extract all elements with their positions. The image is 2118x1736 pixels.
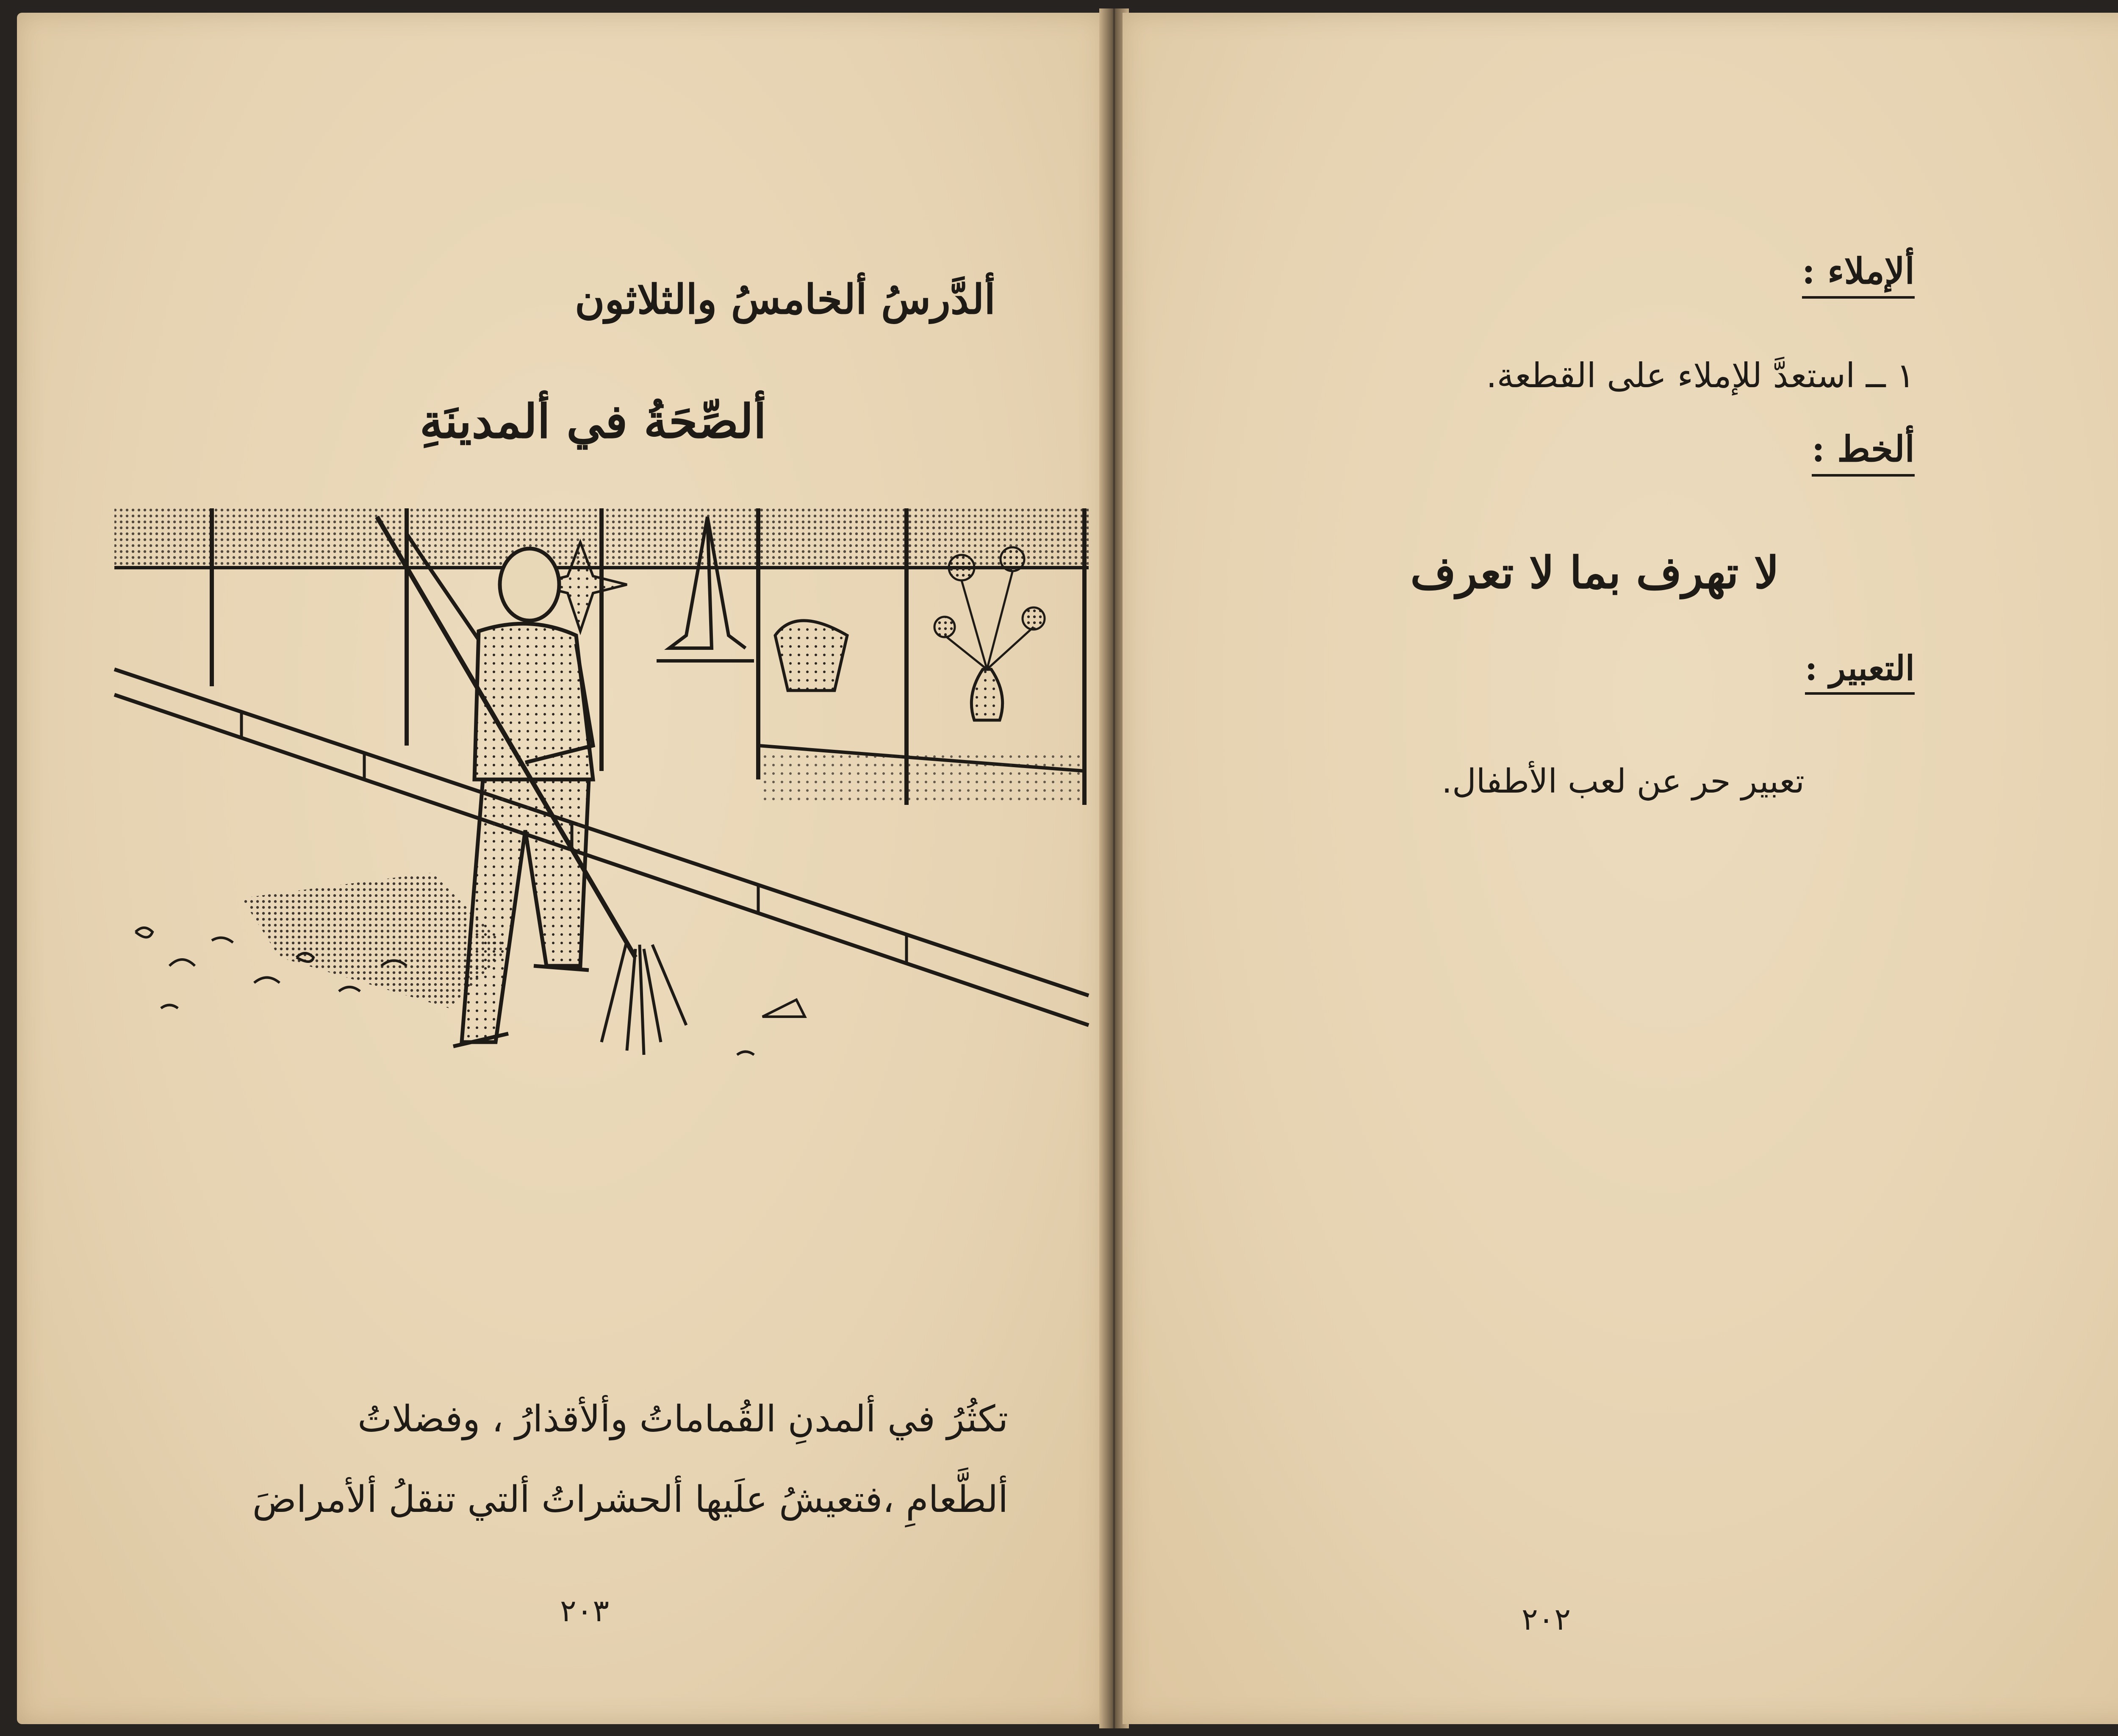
handwriting-heading xyxy=(1652,428,1915,470)
handwriting-sample: لا تهرف بما لا تعرف xyxy=(1410,546,1779,599)
composition-heading-text: التعبير : xyxy=(1805,648,1915,695)
street-sweeper-illustration xyxy=(102,508,1110,1101)
right-page-number: ٢٠٢ xyxy=(1521,1601,1571,1637)
dictation-heading xyxy=(1652,250,1915,292)
vase-drawing xyxy=(971,669,1002,720)
lesson-subtitle: ألصِّحَةُ في ألمدينَةِ xyxy=(419,394,767,449)
handwriting-heading-text: ألخط : xyxy=(1812,428,1915,477)
lesson-paragraph-line-1: تكثُرُ في ألمدنِ القُماماتُ وألأقذارُ ، وفضلاتُ xyxy=(358,1398,1008,1440)
composition-heading xyxy=(1652,648,1915,688)
lesson-title: ألدَّرسُ ألخامسُ والثلاثون xyxy=(575,275,995,323)
composition-item: تعبير حر عن لعب الأطفال. xyxy=(1442,763,1805,801)
flower-pot-drawing xyxy=(775,621,847,691)
broom-bristles xyxy=(602,940,686,1055)
lesson-paragraph-line-2: ألطَّعامِ ،فتعيشُ علَيها ألحشراتُ ألتي تنقلُ ألأمراضَ xyxy=(252,1478,1008,1521)
dictation-heading-text: ألإملاء : xyxy=(1802,250,1915,299)
dictation-item: ١ ــ استعدَّ للإملاء على القطعة. xyxy=(1486,356,1915,395)
left-page-number: ٢٠٣ xyxy=(560,1593,609,1628)
right-page xyxy=(1123,13,2118,1724)
